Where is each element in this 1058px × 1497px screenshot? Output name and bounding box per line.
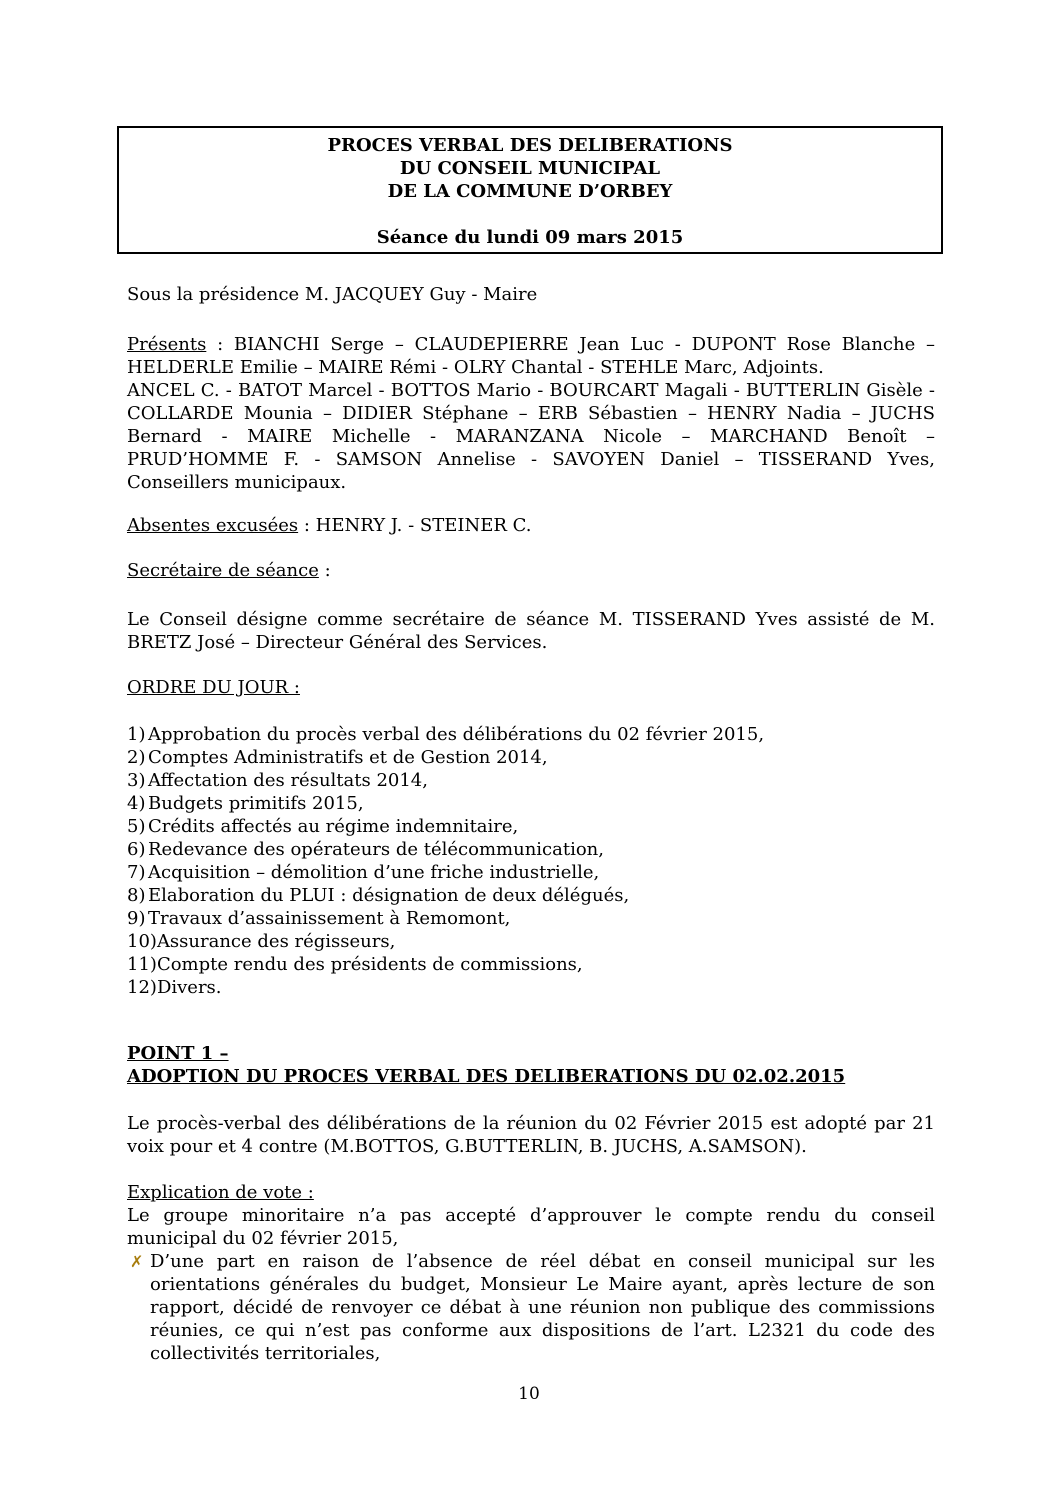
item-number: 8) <box>127 885 146 906</box>
item-number: 1) <box>127 724 146 745</box>
list-item <box>127 930 935 953</box>
item-text: Divers. <box>156 977 222 998</box>
presents-adjoints: : BIANCHI Serge – CLAUDEPIERRE Jean Luc - DUPONT Rose Blanche – HELDERLE Emilie – MAIRE Rémi - OLRY Chantal - STEHLE Marc, Adjoints. <box>127 334 935 378</box>
list-item <box>127 953 935 976</box>
item-number: 5) <box>127 816 146 837</box>
item-number: 4) <box>127 793 146 814</box>
ordre-du-jour-label: ORDRE DU JOUR : <box>127 677 300 698</box>
item-text: Budgets primitifs 2015, <box>148 793 364 814</box>
presents-conseillers: ANCEL C. - BATOT Marcel - BOTTOS Mario - BOURCART Magali - BUTTERLIN Gisèle - COLLARDE Mounia – DIDIER Stéphane – ERB Sébastien – HENRY Nadia – JUCHS Bernard - MAIRE Michelle - MARANZANA Nicole – MARCHAND Benoît – PRUD’HOMME F. - SAMSON Annelise - SAVOYEN Daniel – TISSERAND Yves, Conseillers municipaux. <box>127 380 935 493</box>
list-item <box>127 861 935 884</box>
item-number: 11) <box>127 954 157 975</box>
page-number: 10 <box>518 1384 540 1404</box>
document-content <box>0 126 1058 1365</box>
list-item <box>127 815 935 838</box>
presents-paragraph <box>127 333 935 494</box>
item-text: Crédits affectés au régime indemnitaire, <box>148 816 519 837</box>
explication-label: Explication de vote : <box>127 1182 314 1203</box>
header-box <box>117 126 943 254</box>
secretaire-colon: : <box>318 560 331 581</box>
x-mark-icon: ✗ <box>130 1252 144 1271</box>
item-text: Acquisition – démolition d’une friche industrielle, <box>148 862 600 883</box>
item-text: Redevance des opérateurs de télécommunication, <box>148 839 604 860</box>
list-item <box>127 723 935 746</box>
bullet-text: D’une part en raison de l’absence de réel débat en conseil municipal sur les orientations générales du budget, Monsieur Le Maire ayant, après lecture de son rapport, décidé de renvoyer ce débat à une réunion non publique des commissions réunies, ce qui n’est pas conforme aux dispositions de l’art. L2321 du code des collectivités territoriales, <box>150 1251 935 1364</box>
secretaire-label: Secrétaire de séance <box>127 560 319 581</box>
item-number: 2) <box>127 747 146 768</box>
item-text: Travaux d’assainissement à Remomont, <box>148 908 511 929</box>
item-number: 9) <box>127 908 146 929</box>
presidence-line: Sous la présidence M. JACQUEY Guy - Maire <box>127 284 538 305</box>
item-number: 12) <box>127 977 157 998</box>
absentes-names: : HENRY J. - STEINER C. <box>298 515 532 536</box>
item-text: Comptes Administratifs et de Gestion 2014, <box>148 747 548 768</box>
header-title-line2: DU CONSEIL MUNICIPAL <box>399 158 661 179</box>
list-item <box>127 976 935 999</box>
explication-intro: Le groupe minoritaire n’a pas accepté d’approuver le compte rendu du conseil municipal du 02 février 2015, <box>127 1205 935 1249</box>
item-text: Affectation des résultats 2014, <box>148 770 428 791</box>
item-text: Assurance des régisseurs, <box>156 931 396 952</box>
list-item <box>127 769 935 792</box>
secretaire-designation: Le Conseil désigne comme secrétaire de séance M. TISSERAND Yves assisté de M. BRETZ José – Directeur Général des Services. <box>127 609 935 653</box>
point1-heading <box>127 1042 935 1088</box>
header-spacer <box>119 203 941 226</box>
list-item <box>127 884 935 907</box>
explication-block <box>127 1181 935 1365</box>
item-text: Approbation du procès verbal des délibérations du 02 février 2015, <box>148 724 765 745</box>
point1-title: ADOPTION DU PROCES VERBAL DES DELIBERATIONS DU 02.02.2015 <box>127 1066 846 1087</box>
item-number: 10) <box>127 931 157 952</box>
session-date: Séance du lundi 09 mars 2015 <box>376 227 684 248</box>
secretaire-paragraph <box>127 559 935 582</box>
item-text: Compte rendu des présidents de commissions, <box>156 954 583 975</box>
ordre-du-jour-list <box>127 723 935 999</box>
header-title-line1: PROCES VERBAL DES DELIBERATIONS <box>327 135 733 156</box>
adoption-paragraph: Le procès-verbal des délibérations de la réunion du 02 Février 2015 est adopté par 21 voix pour et 4 contre (M.BOTTOS, G.BUTTERLIN, B. JUCHS, A.SAMSON). <box>127 1113 935 1157</box>
point1-number: POINT 1 – <box>127 1043 229 1064</box>
list-item <box>127 746 935 769</box>
item-text: Elaboration du PLUI : désignation de deux délégués, <box>148 885 630 906</box>
explication-bullet <box>127 1250 935 1365</box>
presents-label: Présents <box>127 334 207 355</box>
item-number: 7) <box>127 862 146 883</box>
item-number: 6) <box>127 839 146 860</box>
item-number: 3) <box>127 770 146 791</box>
absentes-label: Absentes excusées <box>127 515 299 536</box>
list-item <box>127 838 935 861</box>
absentes-paragraph <box>127 514 935 537</box>
header-title-line3: DE LA COMMUNE D’ORBEY <box>387 181 673 202</box>
list-item <box>127 907 935 930</box>
list-item <box>127 792 935 815</box>
